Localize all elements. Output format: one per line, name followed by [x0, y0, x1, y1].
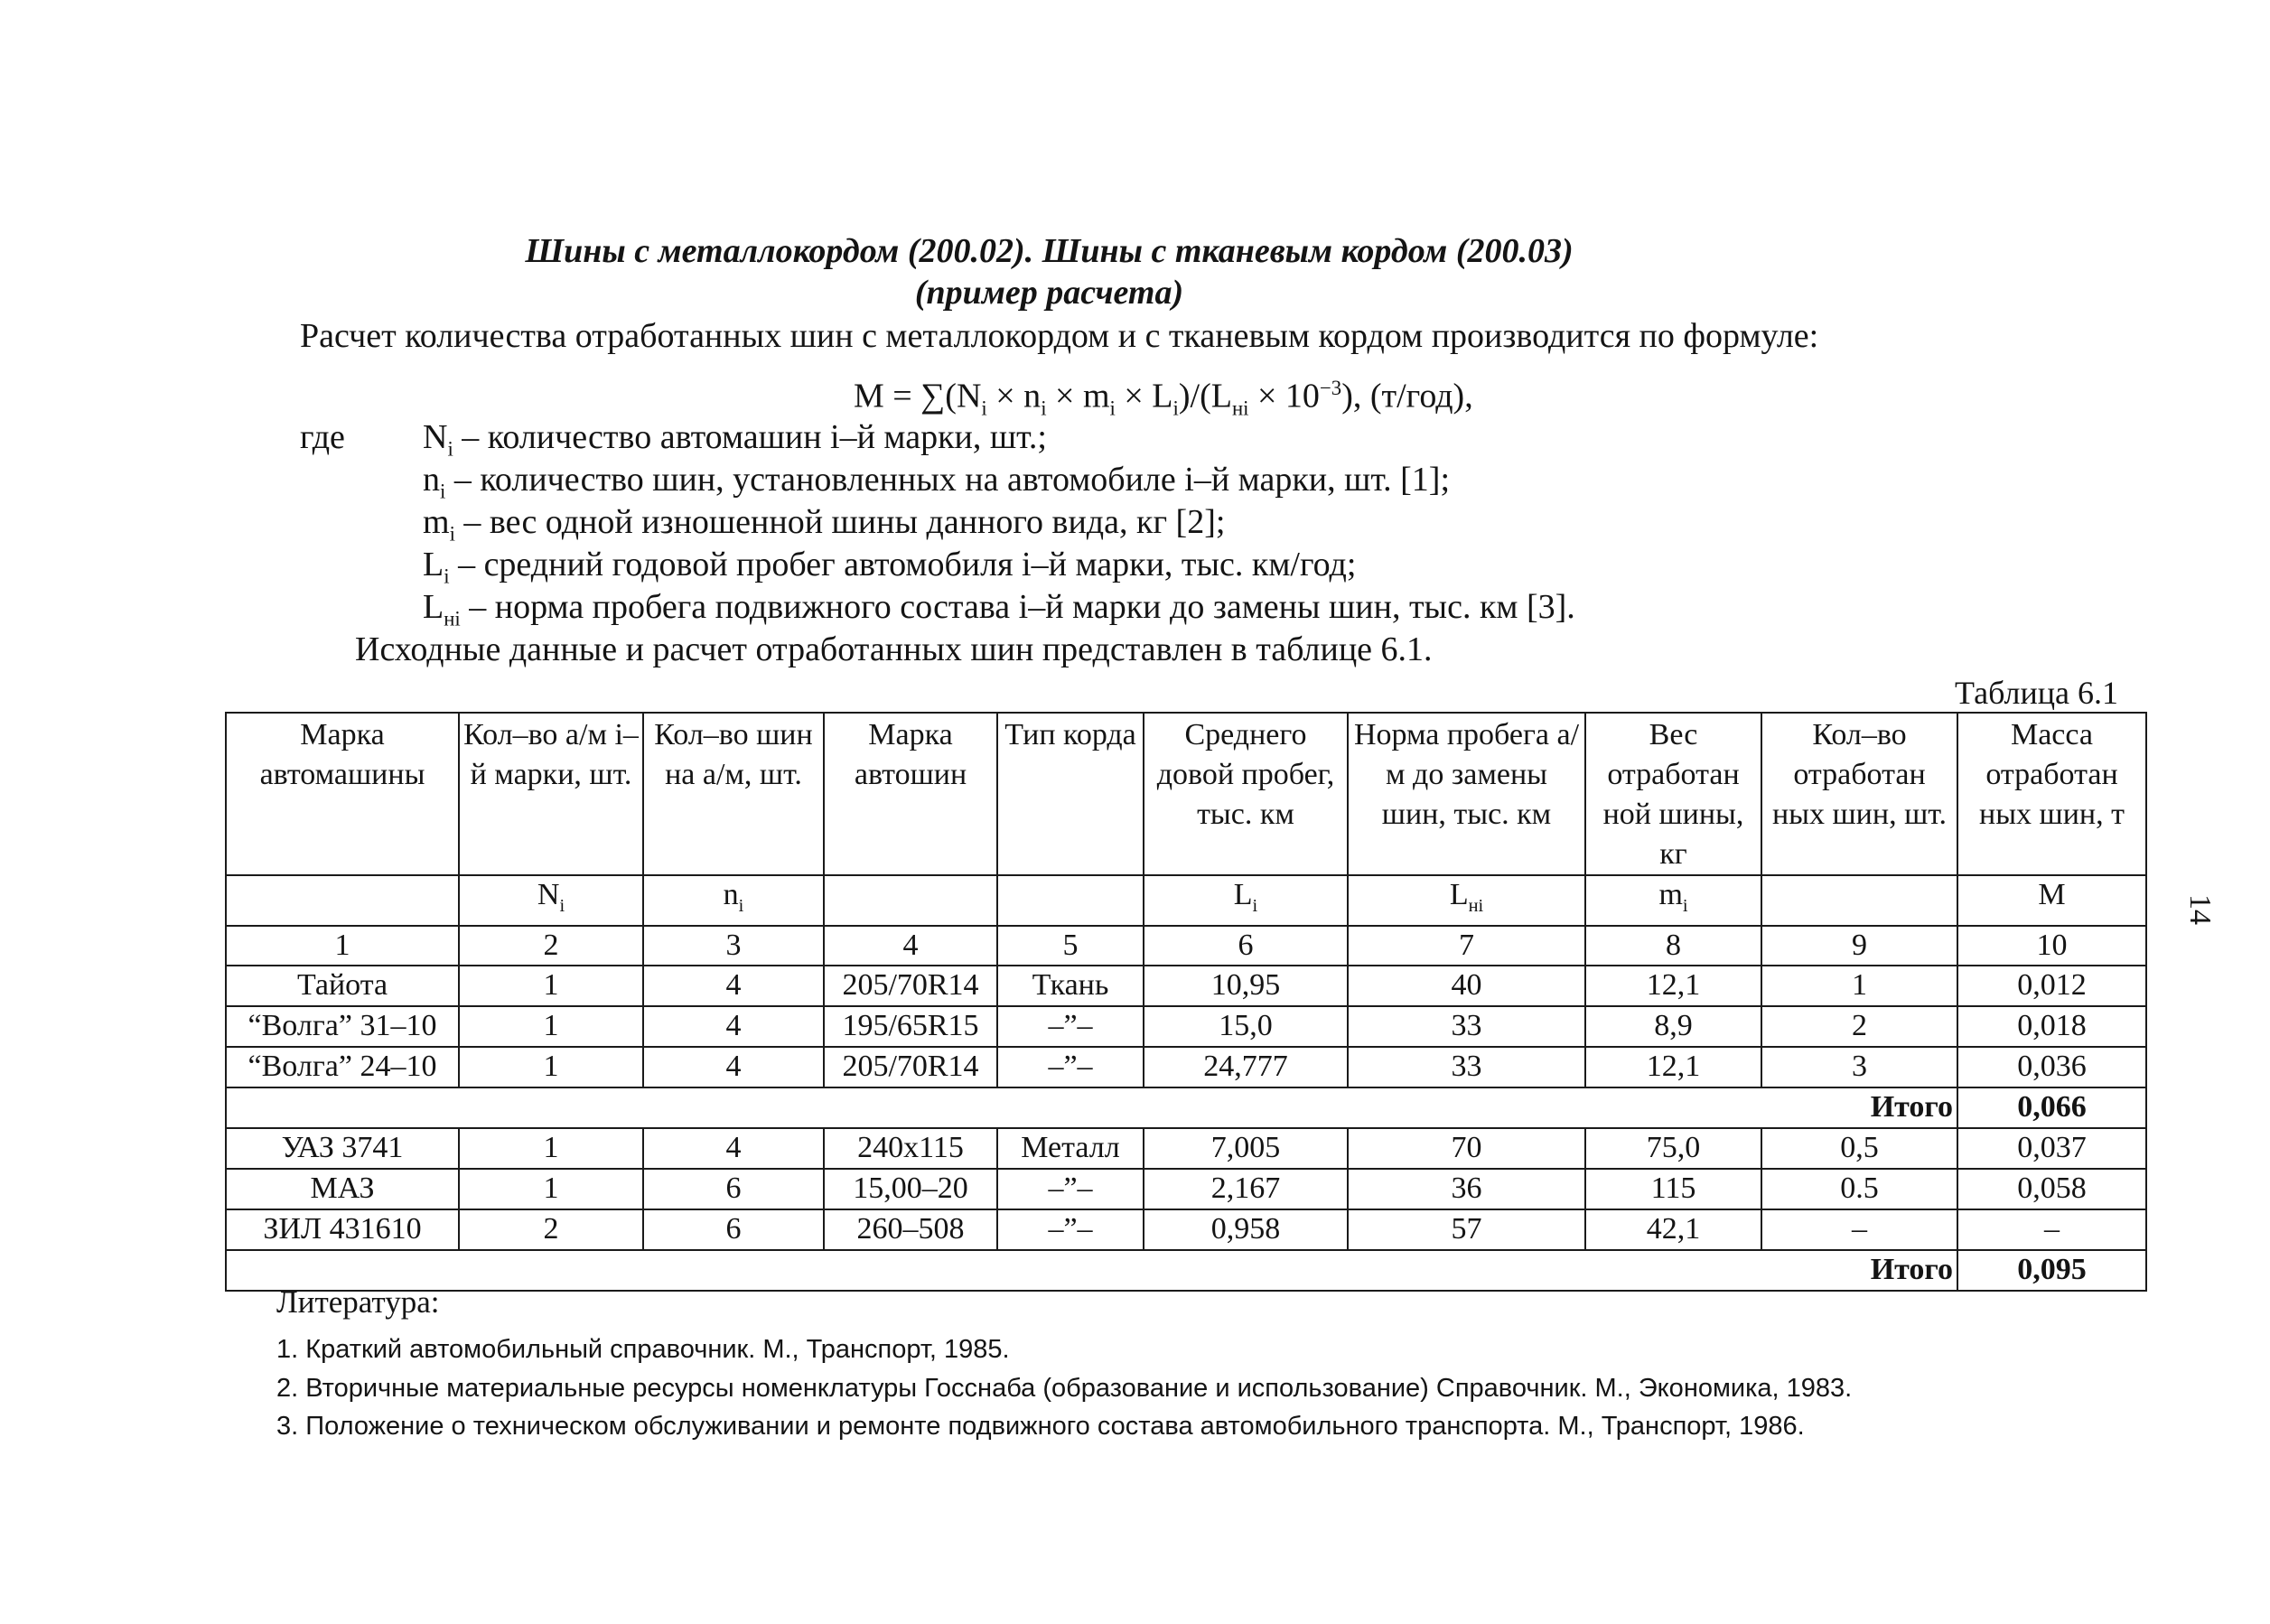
table-symbol-row [226, 875, 2146, 926]
formula-sub: i [1041, 397, 1047, 420]
table-cell: 240x115 [824, 1128, 997, 1169]
table-row [226, 1006, 2146, 1047]
table-cell: Ткань [997, 966, 1144, 1006]
intro-paragraph: Расчет количества отработанных шин с металлокордом и с тканевым кордом производится по формуле: [300, 317, 1819, 355]
total-value: 0,095 [1957, 1250, 2146, 1291]
symbol-sub: нi [1468, 895, 1484, 916]
table-cell: 1 [459, 1006, 643, 1047]
table-cell: 0,012 [1957, 966, 2146, 1006]
definition-symbol: m [423, 503, 450, 541]
table-cell: 2,167 [1144, 1169, 1348, 1209]
definition-text: – количество шин, установленных на автомобиле i–й марки, шт. [1]; [445, 461, 1451, 499]
reference-item: 3. Положение о техническом обслуживании и ремонте подвижного состава автомобильного транспорта. М., Транспорт, 1986. [276, 1412, 1805, 1441]
table-cell: 40 [1348, 966, 1585, 1006]
symbol-cell [824, 875, 997, 926]
symbol-cell [1144, 875, 1348, 926]
table-cell: 3 [1761, 1047, 1957, 1087]
symbol: M [2038, 878, 2066, 911]
column-header: Вес отработан ной шины, кг [1585, 713, 1761, 875]
column-number: 6 [1144, 926, 1348, 966]
column-number: 8 [1585, 926, 1761, 966]
reference-item: 2. Вторичные материальные ресурсы номенклатуры Госснаба (образование и использование) Справочник. М., Экономика, 1983. [276, 1374, 1853, 1403]
definition-symbol: n [423, 461, 440, 499]
table-number-row [226, 926, 2146, 966]
table-header-row [226, 713, 2146, 875]
column-header: Кол–во а/м i–й марки, шт. [459, 713, 643, 875]
table-cell: 4 [643, 1047, 824, 1087]
formula-part: ), (т/год), [1341, 377, 1473, 415]
table-cell: 70 [1348, 1128, 1585, 1169]
column-number: 5 [997, 926, 1144, 966]
table-cell: 0.5 [1761, 1169, 1957, 1209]
table-cell: 15,00–20 [824, 1169, 997, 1209]
table-cell: 4 [643, 966, 824, 1006]
table-cell: 4 [643, 1128, 824, 1169]
formula-exponent: −3 [1319, 377, 1342, 399]
table-cell: 75,0 [1585, 1128, 1761, 1169]
symbol-cell [1348, 875, 1585, 926]
table-cell: 195/65R15 [824, 1006, 997, 1047]
table-cell: –”– [997, 1006, 1144, 1047]
definition-text: – количество автомашин i–й марки, шт.; [453, 418, 1047, 456]
column-header: Среднего довой пробег, тыс. км [1144, 713, 1348, 875]
table-cell: 10,95 [1144, 966, 1348, 1006]
table-row [226, 966, 2146, 1006]
formula-part: × L [1115, 377, 1173, 415]
table-row [226, 1169, 2146, 1209]
page-number: 14 [2183, 894, 2217, 925]
table-row [226, 1047, 2146, 1087]
table-cell: –”– [997, 1169, 1144, 1209]
definition-sub: i [440, 480, 446, 503]
table-cell: 6 [643, 1169, 824, 1209]
table-cell: 42,1 [1585, 1209, 1761, 1250]
title-line-2: (пример расчета) [914, 274, 1184, 312]
table-cell: 7,005 [1144, 1128, 1348, 1169]
table-cell: “Волга” 31–10 [226, 1006, 459, 1047]
column-number: 1 [226, 926, 459, 966]
table-cell: 260–508 [824, 1209, 997, 1250]
symbol-cell [226, 875, 459, 926]
table-cell: 12,1 [1585, 1047, 1761, 1087]
table-cell: 205/70R14 [824, 966, 997, 1006]
table-cell: 36 [1348, 1169, 1585, 1209]
table-cell: – [1761, 1209, 1957, 1250]
total-label: Итого [226, 1087, 1957, 1128]
source-note: Исходные данные и расчет отработанных шин представлен в таблице 6.1. [355, 630, 1433, 668]
symbol-cell [459, 875, 643, 926]
formula-part: × n [986, 377, 1042, 415]
table-cell: 4 [643, 1006, 824, 1047]
column-number: 10 [1957, 926, 2146, 966]
definition-text: – норма пробега подвижного состава i–й марки до замены шин, тыс. км [3]. [460, 588, 1575, 626]
symbol-sub: i [738, 895, 744, 916]
symbol-cell [643, 875, 824, 926]
total-value: 0,066 [1957, 1087, 2146, 1128]
formula-part: × 10 [1248, 377, 1320, 415]
table-total-row [226, 1250, 2146, 1291]
table-cell: 12,1 [1585, 966, 1761, 1006]
symbol-cell [1761, 875, 1957, 926]
symbol-cell [1585, 875, 1761, 926]
table-cell: 15,0 [1144, 1006, 1348, 1047]
symbol: m [1658, 878, 1683, 911]
definition-text: – средний годовой пробег автомобиля i–й марки, тыс. км/год; [449, 546, 1357, 583]
table-caption: Таблица 6.1 [1955, 675, 2118, 711]
table-cell: 8,9 [1585, 1006, 1761, 1047]
table-cell: МАЗ [226, 1169, 459, 1209]
table-cell: 1 [459, 1169, 643, 1209]
definition-sub: i [449, 522, 455, 546]
table-cell: 1 [1761, 966, 1957, 1006]
title-line-1: Шины с металлокордом (200.02). Шины с тканевым кордом (200.03) [525, 232, 1574, 270]
table-cell: 33 [1348, 1047, 1585, 1087]
table-cell: – [1957, 1209, 2146, 1250]
symbol: L [1449, 878, 1469, 911]
table-cell: 2 [459, 1209, 643, 1250]
column-number: 2 [459, 926, 643, 966]
symbol-cell [1957, 875, 2146, 926]
fabric-cord-group [226, 966, 2146, 1087]
formula-sub: i [1172, 397, 1179, 420]
reference-item: 1. Краткий автомобильный справочник. М., Транспорт, 1985. [276, 1335, 1010, 1364]
table-cell: 0,018 [1957, 1006, 2146, 1047]
references-heading: Литература: [276, 1284, 440, 1320]
table-row [226, 1209, 2146, 1250]
where-label: где [300, 418, 345, 456]
column-number: 7 [1348, 926, 1585, 966]
column-header: Кол–во шин на а/м, шт. [643, 713, 824, 875]
definition-symbol: L [423, 588, 444, 626]
column-header: Масса отработан ных шин, т [1957, 713, 2146, 875]
symbol: n [723, 878, 739, 911]
symbol: L [1233, 878, 1253, 911]
tires-table [225, 712, 2147, 1292]
definition-sub: i [447, 437, 453, 461]
table-cell: Металл [997, 1128, 1144, 1169]
column-number: 4 [824, 926, 997, 966]
table-total-row [226, 1087, 2146, 1128]
table-cell: ЗИЛ 431610 [226, 1209, 459, 1250]
total-label: Итого [226, 1250, 1957, 1291]
metal-cord-group [226, 1128, 2146, 1250]
symbol-cell [997, 875, 1144, 926]
table-cell: 2 [1761, 1006, 1957, 1047]
column-header: Кол–во отработан ных шин, шт. [1761, 713, 1957, 875]
table-cell: 0,058 [1957, 1169, 2146, 1209]
table-cell: 1 [459, 1128, 643, 1169]
definition-symbol: N [423, 418, 448, 456]
column-header: Норма пробега а/м до замены шин, тыс. км [1348, 713, 1585, 875]
formula-part: M = ∑(N [854, 377, 982, 415]
table-cell: 1 [459, 1047, 643, 1087]
column-header: Марка автошин [824, 713, 997, 875]
column-header: Тип корда [997, 713, 1144, 875]
definition-text: – вес одной изношенной шины данного вида, кг [2]; [454, 503, 1226, 541]
table-cell: 115 [1585, 1169, 1761, 1209]
table-cell: 205/70R14 [824, 1047, 997, 1087]
symbol-sub: i [1252, 895, 1258, 916]
table-cell: –”– [997, 1047, 1144, 1087]
table-cell: –”– [997, 1209, 1144, 1250]
table-cell: 33 [1348, 1006, 1585, 1047]
formula-sub: нi [1231, 397, 1249, 420]
formula-part: )/(L [1178, 377, 1232, 415]
table-cell: 0,036 [1957, 1047, 2146, 1087]
table-cell: 0,037 [1957, 1128, 2146, 1169]
table-cell: 1 [459, 966, 643, 1006]
formula-sub: i [1109, 397, 1116, 420]
table-cell: “Волга” 24–10 [226, 1047, 459, 1087]
definition-sub: i [444, 565, 450, 588]
table-cell: УАЗ 3741 [226, 1128, 459, 1169]
table-cell: 0,958 [1144, 1209, 1348, 1250]
symbol-sub: i [1682, 895, 1688, 916]
formula-sub: i [981, 397, 987, 420]
table-cell: 57 [1348, 1209, 1585, 1250]
table-cell: 0,5 [1761, 1128, 1957, 1169]
formula-part: × m [1046, 377, 1110, 415]
symbol-sub: i [559, 895, 565, 916]
table-row [226, 1128, 2146, 1169]
table-cell: 24,777 [1144, 1047, 1348, 1087]
table-cell: 6 [643, 1209, 824, 1250]
column-number: 9 [1761, 926, 1957, 966]
symbol: N [537, 878, 560, 911]
column-number: 3 [643, 926, 824, 966]
table-cell: Тайота [226, 966, 459, 1006]
definition-sub: нi [444, 607, 461, 630]
column-header: Марка автомашины [226, 713, 459, 875]
definition-symbol: L [423, 546, 444, 583]
